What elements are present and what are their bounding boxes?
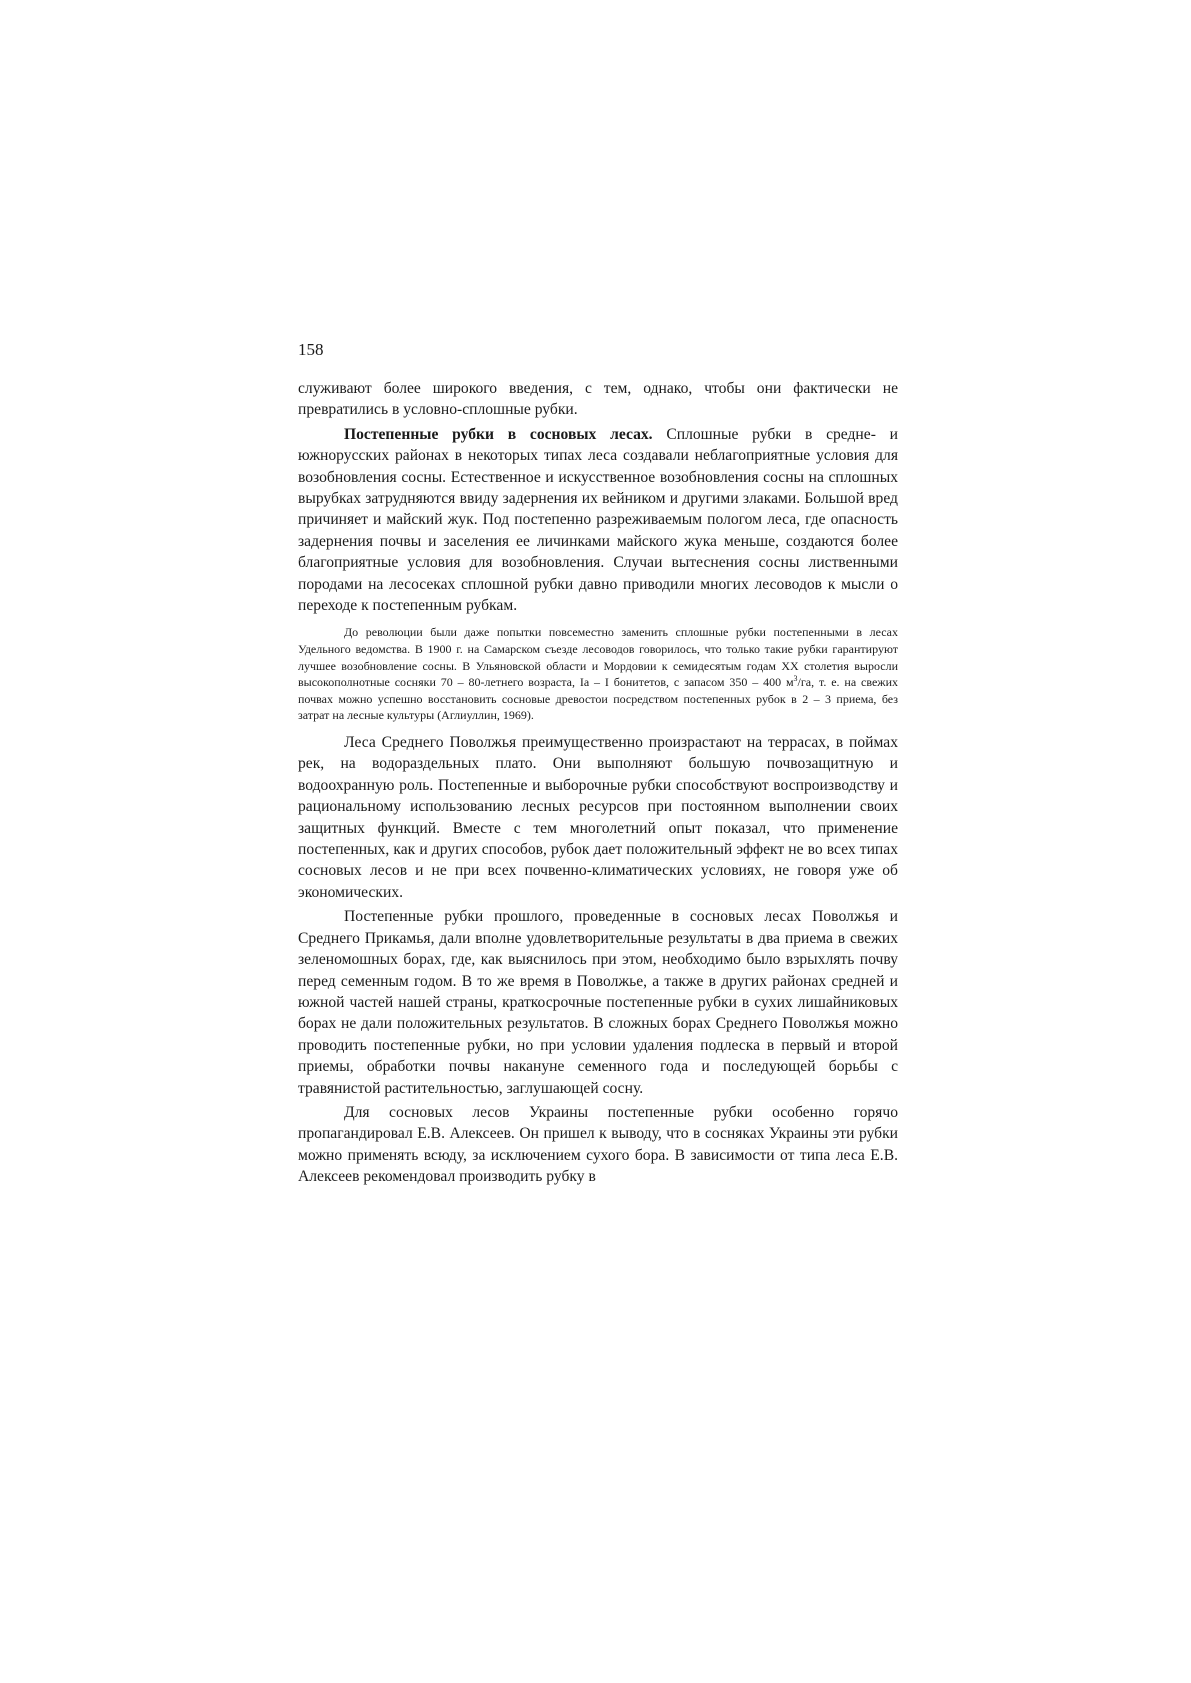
note-text-part2: /га, т. е. на свежих почвах можно успешно восстановить сосновые древостои посредством постепенных рубок в 2 – 3 приема, без затрат на лесные культуры (Аглиуллин, 1969).: [298, 675, 898, 723]
paragraph-gradual-felling: [298, 424, 898, 617]
note-text-part1: До революции были даже попытки повсеместно заменить сплошные рубки постепенными в лесах Удельного ведомства. В 1900 г. на Самарском съезде лесоводов говорилось, что только такие рубки гарантируют лучшее возобновление сосны. В Ульяновской области и Мордовии к семидесятым годам XX столетия выросли высокополнотные сосняки 70 – 80-летнего возраста, Ia – I бонитетов, с запасом 350 – 400 м: [298, 625, 898, 690]
paragraph-ukraine: Для сосновых лесов Украины постепенные рубки особенно горячо пропагандировал Е.В. Алексеев. Он пришел к выводу, что в сосняках Украины эти рубки можно применять всюду, за исключением сухого бора. В зависимости от типа леса Е.В. Алексеев рекомендовал производить рубку в: [298, 1103, 898, 1186]
paragraph-past-fellings: Постепенные рубки прошлого, проведенные в сосновых лесах Поволжья и Среднего Прикамья, дали вполне удовлетворительные результаты в два приема в свежих зеленомошных борах, где, как выяснилось при этом, необходимо было взрыхлять почву перед семенным годом. В то же время в Поволжье, а также в других районах средней и южной частей нашей страны, краткосрочные постепенные рубки в сухих лишайниковых борах не дали положительных результатов. В сложных борах Среднего Поволжья можно проводить постепенные рубки, но при условии удаления подлеска в первый и второй приемы, обработки почвы накануне семенного года и последующей борьбы с травянистой растительностью, заглушающей сосну.: [298, 908, 898, 1097]
paragraph-middle-volga: Леса Среднего Поволжья преимущественно произрастают на террасах, в поймах рек, на водораздельных плато. Они выполняют большую почвозащитную и водоохранную роль. Постепенные и выборочные рубки способствуют воспроизводству и рациональному использованию лесных ресурсов при постоянном выполнении своих защитных функций. Вместе с тем многолетний опыт показал, что применение постепенных, как и других способов, рубок дает положительный эффект не во всех типах сосновых лесов и не при всех почвенно-климатических условиях, не говоря уже об экономических.: [298, 734, 898, 901]
section-heading: Постепенные рубки в сосновых лесах.: [344, 425, 653, 443]
note-superscript: 3: [793, 674, 798, 684]
paragraph-text: Сплошные рубки в средне- и южнорусских районах в некоторых типах леса создавали неблагоприятные условия для возобновления сосны. Естественное и искусственное возобновления сосны на сплошных вырубках затрудняются ввиду задернения их вейником и другими злаками. Большой вред причиняет и майский жук. Под постепенно разреживаемым пологом леса, где опасность задернения почвы и заселения ее личинками майского жука меньше, создаются более благоприятные условия для возобновления. Случаи вытеснения сосны лиственными породами на лесосеках сплошной рубки давно приводили многих лесоводов к мысли о переходе к постепенным рубкам.: [298, 425, 898, 615]
document-page: [298, 340, 898, 1188]
page-number: 158: [298, 340, 324, 359]
small-print-note: [298, 624, 898, 724]
paragraph-continuation: служивают более широкого введения, с тем, однако, чтобы они фактически не превратились в условно-сплошные рубки.: [298, 380, 898, 419]
